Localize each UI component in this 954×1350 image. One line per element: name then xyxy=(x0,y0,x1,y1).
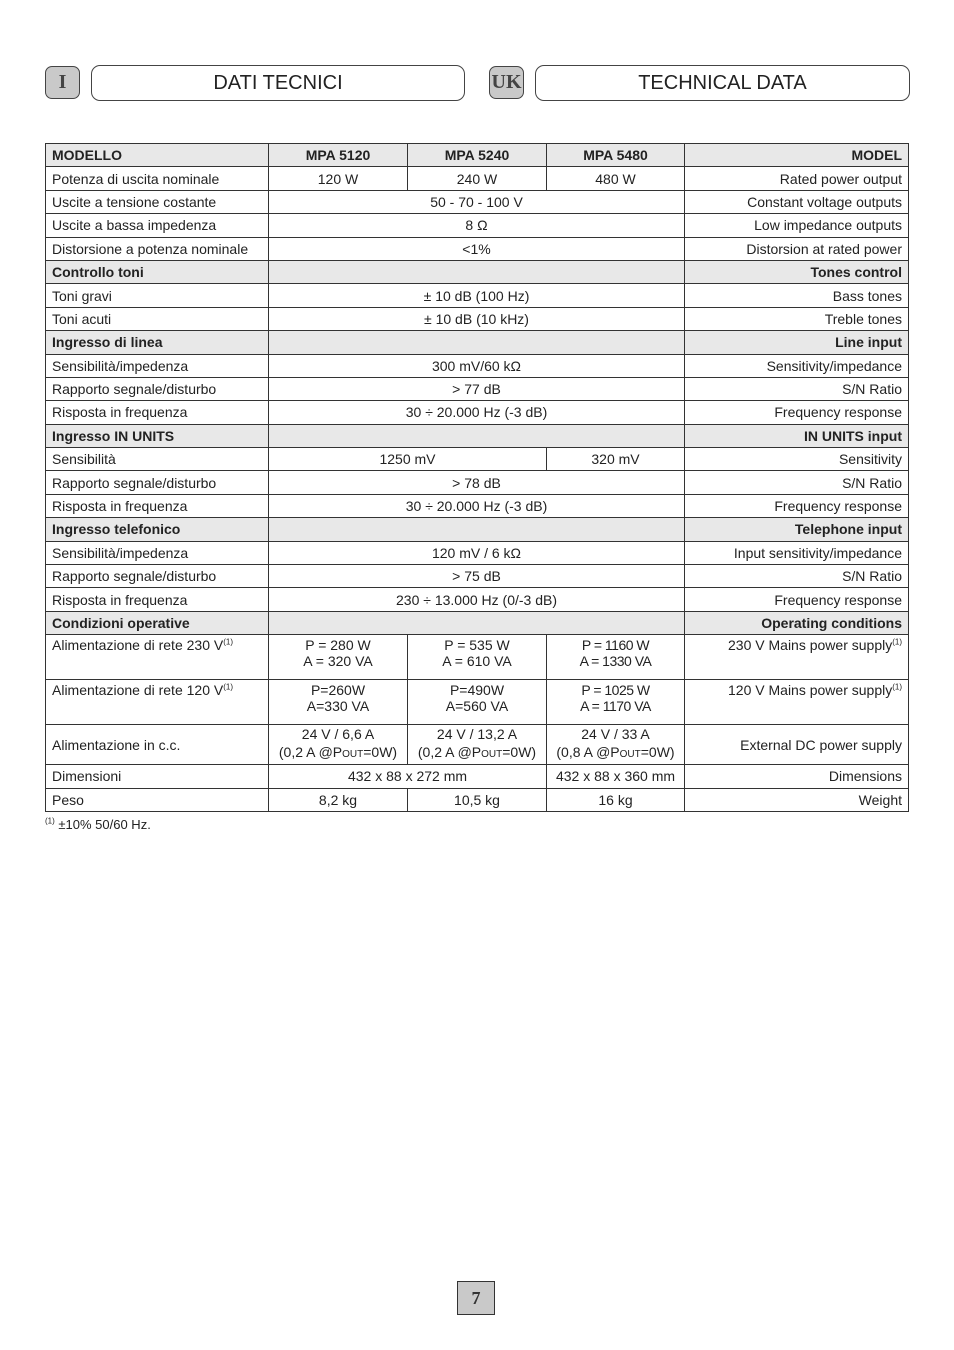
value-cell: 24 V / 13,2 A (0,2 A @POUT=0W) xyxy=(408,725,547,765)
label-en: S/N Ratio xyxy=(685,471,909,494)
value-cell: 320 mV xyxy=(547,448,685,471)
label-en: Sensitivity/impedance xyxy=(685,354,909,377)
value-cell: P=260W A=330 VA xyxy=(269,680,408,725)
table-row xyxy=(46,214,909,237)
header-mpa5480: MPA 5480 xyxy=(547,144,685,167)
table-row-mains-230 xyxy=(46,635,909,680)
label-it: Rapporto segnale/disturbo xyxy=(46,471,269,494)
label-en: 230 V Mains power supply$^{(1)}$ xyxy=(685,635,909,680)
label-it: Uscite a tensione costante xyxy=(46,190,269,213)
label-it: Sensibilità/impedenza xyxy=(46,541,269,564)
table-row xyxy=(46,765,909,788)
label-it: Alimentazione in c.c. xyxy=(46,725,269,765)
footnote-mark: (1) xyxy=(45,816,55,826)
label-it: Risposta in frequenza xyxy=(46,401,269,424)
header-mpa5120: MPA 5120 xyxy=(269,144,408,167)
section-label-it: Controllo toni xyxy=(46,260,269,283)
section-row-telephone-input xyxy=(46,518,909,541)
section-label-en: Telephone input xyxy=(685,518,909,541)
section-empty-cell xyxy=(269,611,685,634)
value-cell: P = 1160 W A = 1330 VA xyxy=(547,635,685,680)
label-it: Rapporto segnale/disturbo xyxy=(46,377,269,400)
value-cell: P = 1025 W A = 1170 VA xyxy=(547,680,685,725)
footnote-text: ±10% 50/60 Hz. xyxy=(54,817,151,832)
table-row xyxy=(46,541,909,564)
header-model-en: MODEL xyxy=(685,144,909,167)
table-row xyxy=(46,588,909,611)
italian-language-badge: I xyxy=(45,66,80,99)
label-en: S/N Ratio xyxy=(685,565,909,588)
value-cell: 8 Ω xyxy=(269,214,685,237)
label-en: Low impedance outputs xyxy=(685,214,909,237)
table-row-dc-supply xyxy=(46,725,909,765)
section-row-in-units xyxy=(46,424,909,447)
value-cell: > 75 dB xyxy=(269,565,685,588)
value-cell: 16 kg xyxy=(547,788,685,811)
table-row-mains-120 xyxy=(46,680,909,725)
label-en: Sensitivity xyxy=(685,448,909,471)
value-cell: 30 ÷ 20.000 Hz (-3 dB) xyxy=(269,494,685,517)
value-cell: 8,2 kg xyxy=(269,788,408,811)
label-it: Peso xyxy=(46,788,269,811)
value-cell: 240 W xyxy=(408,167,547,190)
label-en: 120 V Mains power supply$^{(1)}$ xyxy=(685,680,909,725)
label-en: Rated power output xyxy=(685,167,909,190)
value-cell: 120 W xyxy=(269,167,408,190)
value-cell: 230 ÷ 13.000 Hz (0/-3 dB) xyxy=(269,588,685,611)
label-en: Bass tones xyxy=(685,284,909,307)
value-cell: P = 280 W A = 320 VA xyxy=(269,635,408,680)
technical-data-table xyxy=(45,143,909,812)
label-en: S/N Ratio xyxy=(685,377,909,400)
header-model-it: MODELLO xyxy=(46,144,269,167)
section-empty-cell xyxy=(269,424,685,447)
label-it: Alimentazione di rete 120 $V^{(1)}$ xyxy=(46,680,269,725)
section-label-en: Operating conditions xyxy=(685,611,909,634)
value-cell: 1250 mV xyxy=(269,448,547,471)
table-row xyxy=(46,788,909,811)
table-row xyxy=(46,237,909,260)
label-en: Input sensitivity/impedance xyxy=(685,541,909,564)
english-language-badge: UK xyxy=(489,66,524,99)
label-en: Distorsion at rated power xyxy=(685,237,909,260)
label-it: Distorsione a potenza nominale xyxy=(46,237,269,260)
label-it: Dimensioni xyxy=(46,765,269,788)
label-it: Alimentazione di rete 230 $V^{(1)}$ xyxy=(46,635,269,680)
label-it: Risposta in frequenza xyxy=(46,588,269,611)
label-en: Dimensions xyxy=(685,765,909,788)
value-cell: <1% xyxy=(269,237,685,260)
label-it: Sensibilità/impedenza xyxy=(46,354,269,377)
value-cell: 300 mV/60 kΩ xyxy=(269,354,685,377)
value-cell: 480 W xyxy=(547,167,685,190)
section-label-it: Ingresso di linea xyxy=(46,331,269,354)
value-cell: 24 V / 6,6 A (0,2 A @POUT=0W) xyxy=(269,725,408,765)
label-en: Constant voltage outputs xyxy=(685,190,909,213)
value-cell: > 77 dB xyxy=(269,377,685,400)
value-cell: ± 10 dB (10 kHz) xyxy=(269,307,685,330)
value-cell: 24 V / 33 A (0,8 A @POUT=0W) xyxy=(547,725,685,765)
section-row-tone-control xyxy=(46,260,909,283)
label-it: Uscite a bassa impedenza xyxy=(46,214,269,237)
value-cell: P = 535 W A = 610 VA xyxy=(408,635,547,680)
value-cell: 30 ÷ 20.000 Hz (-3 dB) xyxy=(269,401,685,424)
label-en: External DC power supply xyxy=(685,725,909,765)
english-section-title: TECHNICAL DATA xyxy=(535,65,910,101)
label-en: Frequency response xyxy=(685,494,909,517)
section-row-operating-conditions xyxy=(46,611,909,634)
table-row xyxy=(46,307,909,330)
label-en: Weight xyxy=(685,788,909,811)
value-cell: 10,5 kg xyxy=(408,788,547,811)
value-cell: > 78 dB xyxy=(269,471,685,494)
label-it: Toni acuti xyxy=(46,307,269,330)
section-label-en: IN UNITS input xyxy=(685,424,909,447)
section-row-line-input xyxy=(46,331,909,354)
value-cell: 432 x 88 x 272 mm xyxy=(269,765,547,788)
page-number: 7 xyxy=(457,1281,495,1315)
label-it: Potenza di uscita nominale xyxy=(46,167,269,190)
value-cell: 432 x 88 x 360 mm xyxy=(547,765,685,788)
section-label-en: Tones control xyxy=(685,260,909,283)
section-empty-cell xyxy=(269,260,685,283)
table-row xyxy=(46,354,909,377)
table-row xyxy=(46,565,909,588)
footnote xyxy=(45,817,151,832)
section-label-it: Ingresso IN UNITS xyxy=(46,424,269,447)
table-row xyxy=(46,377,909,400)
value-cell: ± 10 dB (100 Hz) xyxy=(269,284,685,307)
label-it: Sensibilità xyxy=(46,448,269,471)
table-row xyxy=(46,190,909,213)
label-it: Rapporto segnale/disturbo xyxy=(46,565,269,588)
table-header-row xyxy=(46,144,909,167)
section-label-en: Line input xyxy=(685,331,909,354)
italian-section-title: DATI TECNICI xyxy=(91,65,465,101)
section-label-it: Ingresso telefonico xyxy=(46,518,269,541)
value-cell: 120 mV / 6 kΩ xyxy=(269,541,685,564)
label-en: Treble tones xyxy=(685,307,909,330)
value-cell: P=490W A=560 VA xyxy=(408,680,547,725)
label-en: Frequency response xyxy=(685,588,909,611)
label-it: Risposta in frequenza xyxy=(46,494,269,517)
value-cell: 50 - 70 - 100 V xyxy=(269,190,685,213)
section-empty-cell xyxy=(269,518,685,541)
section-label-it: Condizioni operative xyxy=(46,611,269,634)
table-row xyxy=(46,471,909,494)
label-it: Toni gravi xyxy=(46,284,269,307)
table-row xyxy=(46,401,909,424)
header-mpa5240: MPA 5240 xyxy=(408,144,547,167)
table-row xyxy=(46,284,909,307)
label-en: Frequency response xyxy=(685,401,909,424)
table-row xyxy=(46,494,909,517)
table-row xyxy=(46,448,909,471)
table-row xyxy=(46,167,909,190)
section-empty-cell xyxy=(269,331,685,354)
